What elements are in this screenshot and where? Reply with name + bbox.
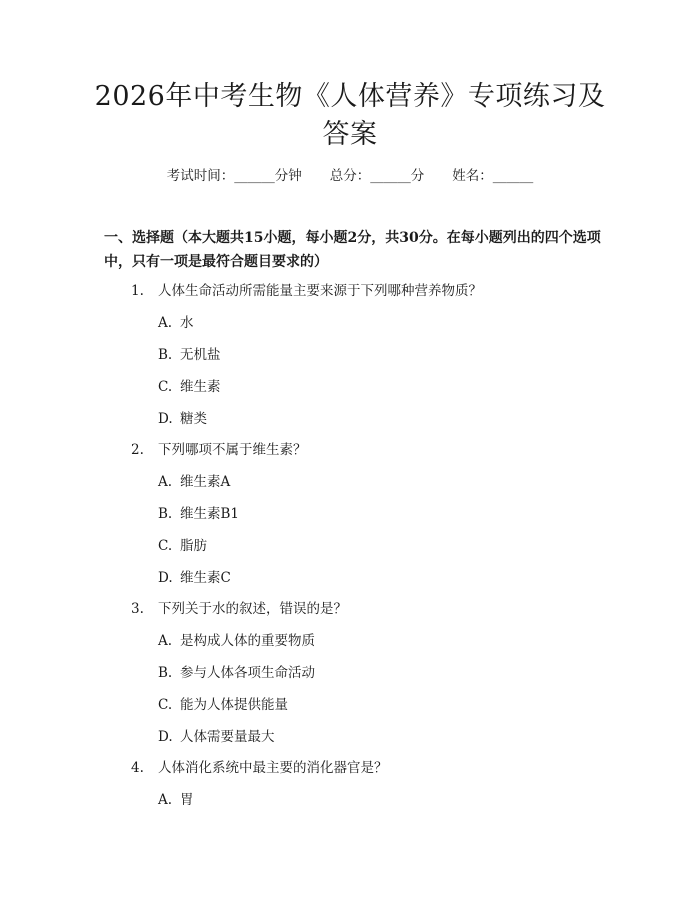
option-letter: A. [158,792,173,808]
option-2b [158,504,598,524]
option-text: 维生素A [180,474,231,490]
question-2 [131,440,611,460]
question-4 [131,758,611,778]
exam-time-field: 考试时间：______分钟 [166,168,302,184]
question-text: 下列关于水的叙述，错误的是？ [158,601,347,617]
exam-info-line [0,166,700,186]
option-text: 糖类 [180,411,207,427]
option-1d [158,409,598,429]
option-letter: D. [158,570,173,586]
option-text: 参与人体各项生命活动 [180,665,315,681]
option-letter: A. [158,315,173,331]
option-1b [158,345,598,365]
option-text: 维生素C [180,570,231,586]
option-text: 无机盐 [180,347,221,363]
option-letter: D. [158,411,173,427]
question-text: 下列哪项不属于维生素？ [158,442,307,458]
option-letter: C. [158,379,173,395]
option-letter: A. [158,633,173,649]
option-text: 能为人体提供能量 [180,697,288,713]
option-text: 维生素B1 [180,506,240,522]
option-3d [158,727,598,747]
section-heading: 一、选择题（本大题共15小题，每小题2分，共30分。在每小题列出的四个选项中，只有一项是最符合题目要求的） [104,230,601,270]
option-3b [158,663,598,683]
option-text: 是构成人体的重要物质 [180,633,315,649]
total-score-field: 总分：______分 [329,168,425,184]
option-3a [158,631,598,651]
question-number: 1. [131,283,144,299]
option-1a [158,313,598,333]
option-1c [158,377,598,397]
option-2a [158,472,598,492]
option-letter: B. [158,665,173,681]
question-3 [131,599,611,619]
question-text: 人体消化系统中最主要的消化器官是？ [158,760,388,776]
question-1 [131,281,611,301]
option-text: 水 [180,315,194,331]
question-number: 3. [131,601,144,617]
option-text: 人体需要量最大 [180,729,275,745]
name-field: 姓名：______ [452,168,534,184]
option-4a [158,790,598,810]
option-2c [158,536,598,556]
option-letter: C. [158,538,173,554]
question-number: 4. [131,760,144,776]
option-text: 维生素 [180,379,221,395]
option-letter: C. [158,697,173,713]
option-letter: A. [158,474,173,490]
question-text: 人体生命活动所需能量主要来源于下列哪种营养物质？ [158,283,482,299]
option-3c [158,695,598,715]
option-letter: B. [158,506,173,522]
question-number: 2. [131,442,144,458]
option-2d [158,568,598,588]
option-letter: B. [158,347,173,363]
document-title: 2026年中考生物《人体营养》专项练习及答案 [94,81,606,150]
option-text: 脂肪 [180,538,207,554]
option-text: 胃 [180,792,194,808]
option-letter: D. [158,729,173,745]
